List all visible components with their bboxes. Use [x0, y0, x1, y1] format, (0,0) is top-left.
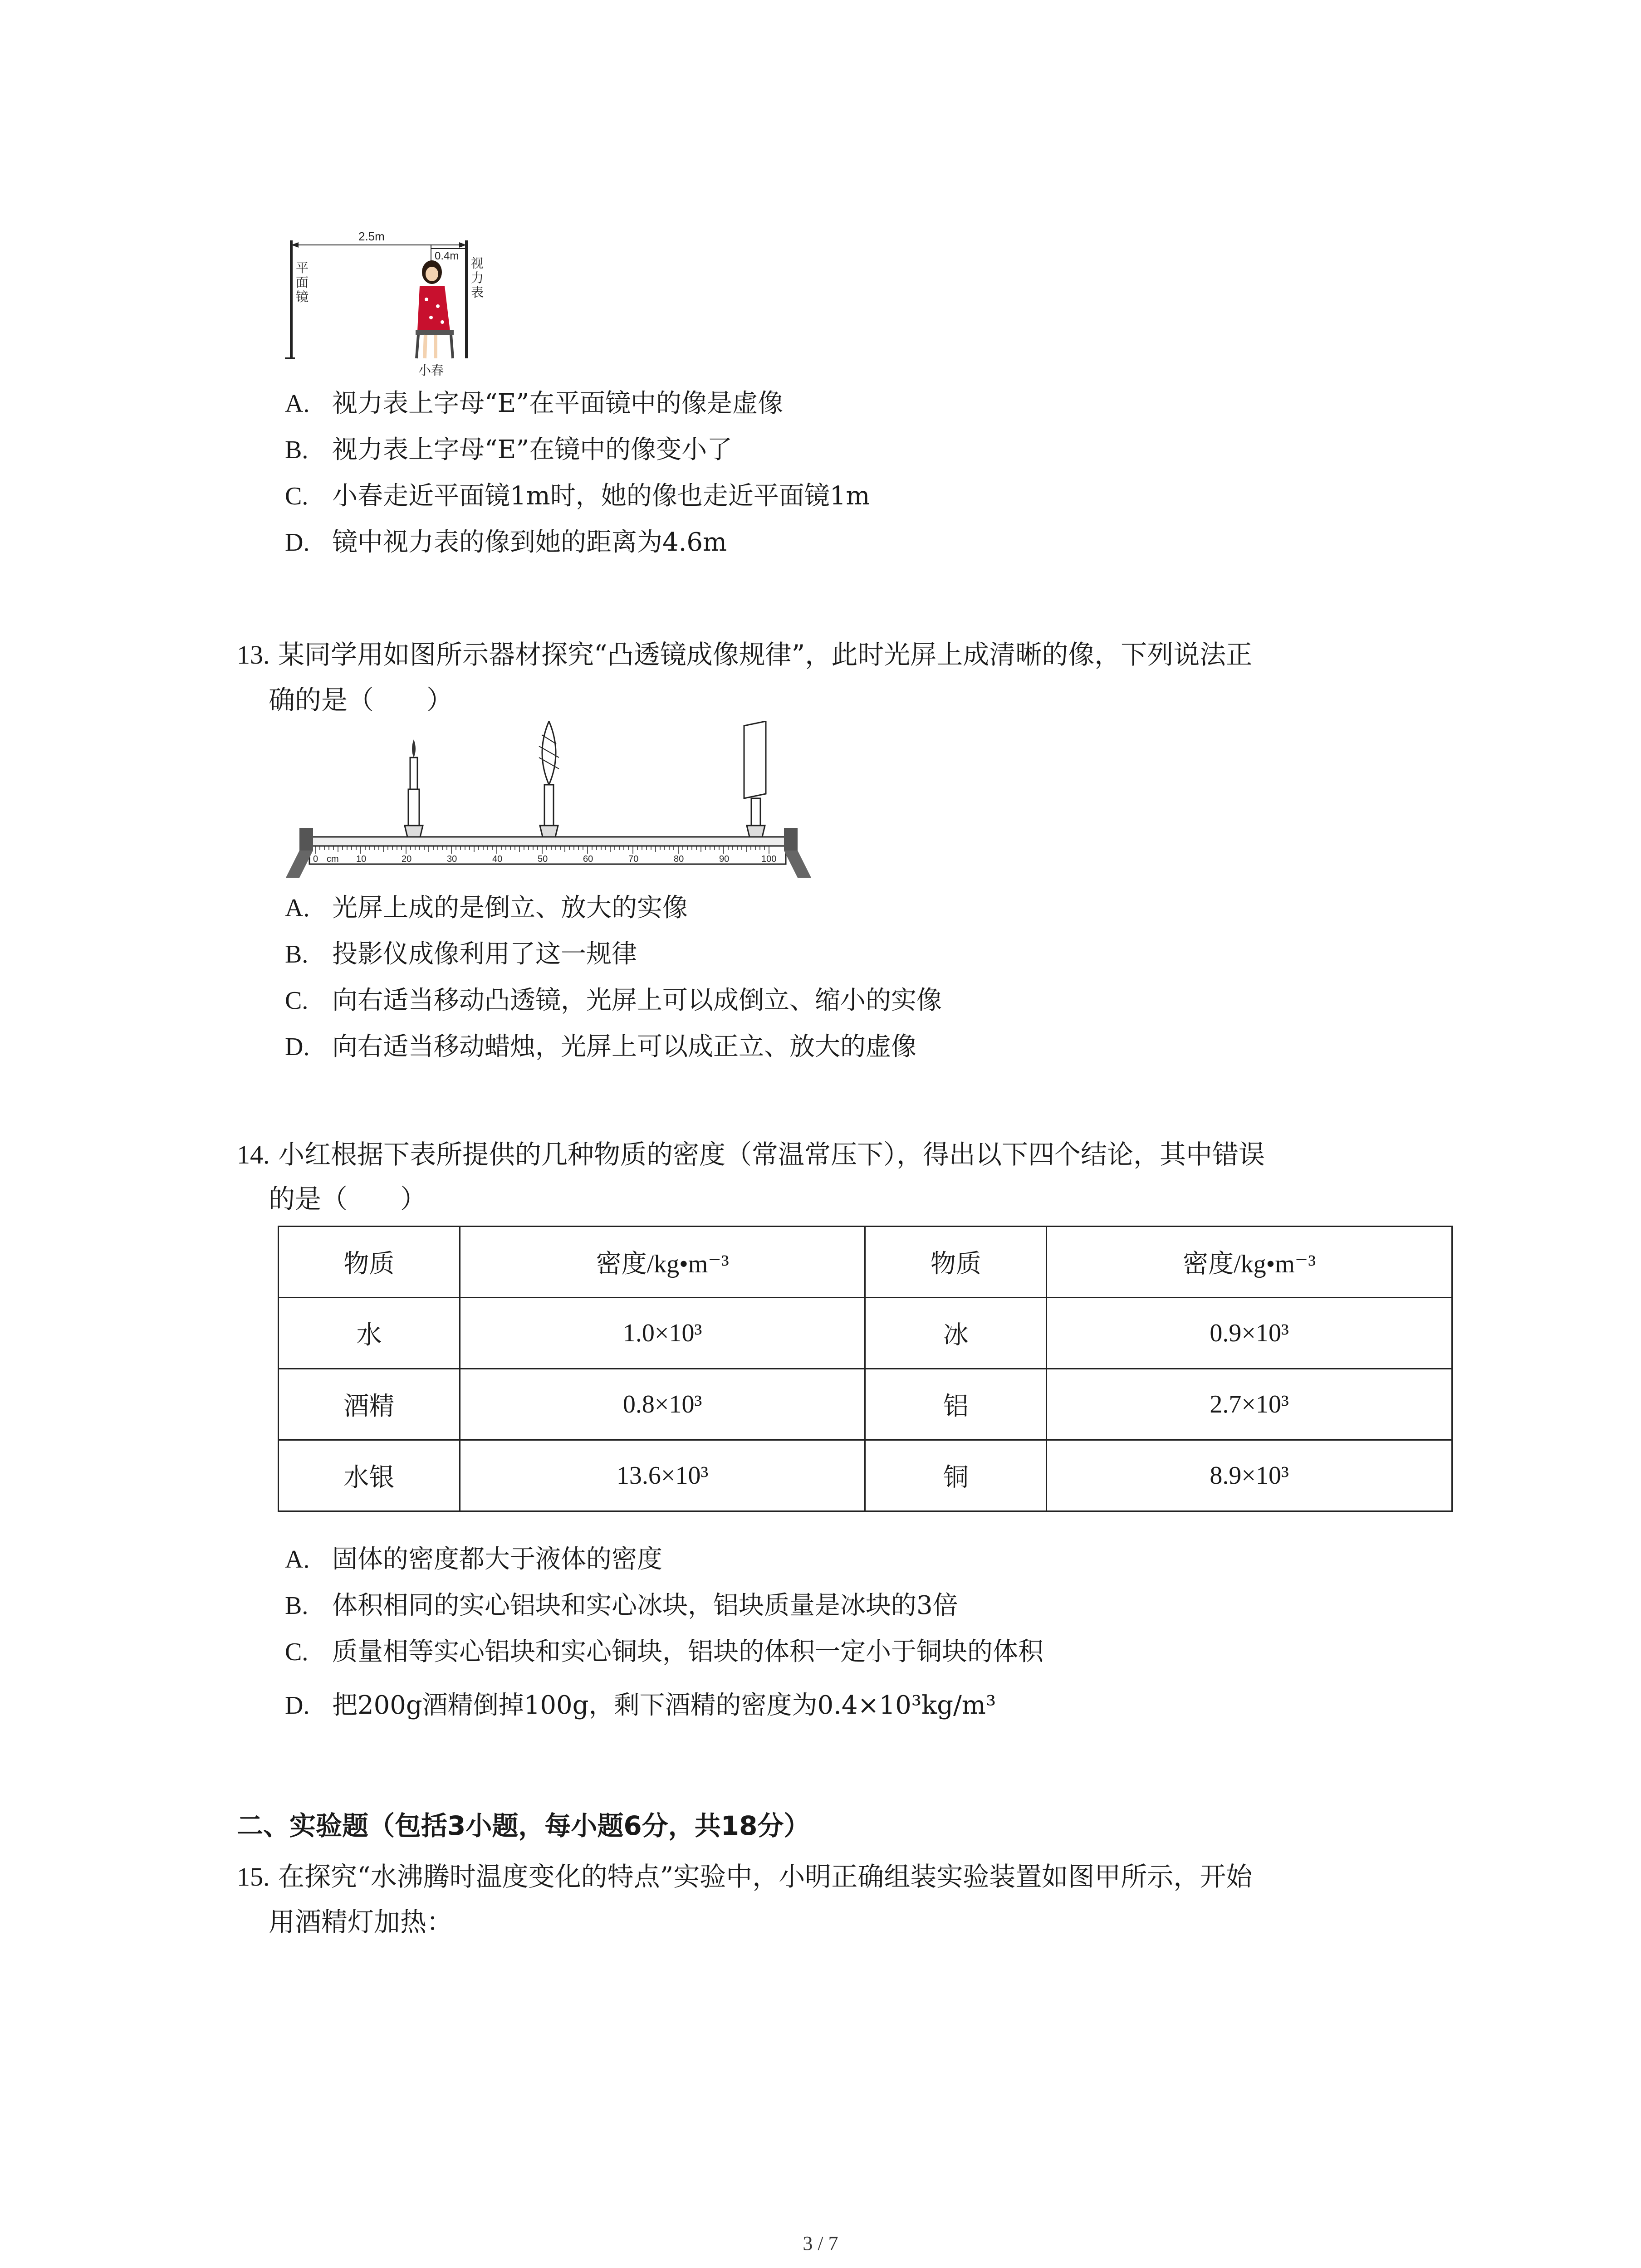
option-label: B.	[285, 436, 309, 464]
table-header-cell: 物质	[865, 1227, 1047, 1298]
q13-stem-line2: 确的是（ ）	[269, 684, 453, 715]
table-cell: 0.8×10³	[460, 1369, 865, 1440]
eye-chart-label: 视力表	[471, 256, 484, 299]
mirror-eye-chart-figure	[281, 227, 517, 381]
question-number: 14.	[237, 1140, 270, 1169]
q14-option-d	[285, 1687, 996, 1724]
option-label: B.	[285, 1592, 309, 1620]
table-cell: 水	[279, 1298, 460, 1369]
option-label: B.	[285, 940, 309, 968]
option-label: D.	[285, 528, 310, 557]
mirror-label: 平面镜	[296, 261, 309, 304]
ruler-label-0: 0	[313, 854, 318, 864]
ruler-label-cm: cm	[327, 854, 339, 864]
q14-option-b	[285, 1588, 958, 1624]
table-header-row	[279, 1227, 1452, 1298]
q14-option-a	[285, 1541, 662, 1578]
ruler-label-40: 40	[492, 854, 503, 864]
ruler-label-90: 90	[719, 854, 730, 864]
option-text: 向右适当移动凸透镜，光屏上可以成倒立、缩小的实像	[332, 986, 942, 1015]
table-cell: 8.9×10³	[1047, 1440, 1452, 1511]
candle-illustration	[405, 739, 423, 837]
section-heading: 二、实验题（包括3小题，每小题6分，共18分）	[237, 1810, 810, 1841]
convex-lens-illustration	[539, 721, 559, 837]
ruler-label-30: 30	[447, 854, 457, 864]
option-text: 镜中视力表的像到她的距离为4.6m	[332, 528, 727, 557]
q12-option-b	[285, 432, 732, 468]
option-text: 质量相等实心铝块和实心铜块，铝块的体积一定小于铜块的体积	[332, 1637, 1043, 1667]
option-text: 把200g酒精倒掉100g，剩下酒精的密度为0.4×10³kg/m³	[332, 1691, 996, 1720]
option-label: C.	[285, 1638, 309, 1666]
q12-option-d	[285, 524, 727, 561]
table-header-cell: 密度/kg•m⁻³	[1047, 1227, 1452, 1298]
question-text: 在探究“水沸腾时温度变化的特点”实验中，小明正确组装实验装置如图甲所示，开始	[278, 1861, 1253, 1892]
table-cell: 水银	[279, 1440, 460, 1511]
person-label: 小春	[418, 363, 444, 377]
q14-stem-line1	[237, 1134, 1265, 1175]
table-row	[279, 1440, 1452, 1511]
girl-illustration	[416, 260, 454, 358]
q14-option-c	[285, 1634, 1043, 1670]
light-screen-illustration	[744, 721, 766, 837]
option-label: C.	[285, 482, 309, 510]
table-header-cell: 密度/kg•m⁻³	[460, 1227, 865, 1298]
option-text: 固体的密度都大于液体的密度	[332, 1545, 662, 1574]
option-text: 小春走近平面镜1m时，她的像也走近平面镜1m	[332, 481, 870, 511]
table-row	[279, 1298, 1452, 1369]
option-label: A.	[285, 894, 310, 922]
option-text: 体积相同的实心铝块和实心冰块，铝块质量是冰块的3倍	[332, 1591, 958, 1620]
option-label: C.	[285, 987, 309, 1015]
ruler-label-80: 80	[674, 854, 684, 864]
dist-small-label: 0.4m	[435, 250, 459, 262]
option-text: 视力表上字母“E”在镜中的像变小了	[332, 435, 733, 464]
optical-bench-figure	[281, 721, 817, 894]
table-cell: 冰	[865, 1298, 1047, 1369]
q13-option-c	[285, 982, 942, 1019]
ruler-label-10: 10	[356, 854, 367, 864]
table-cell: 酒精	[279, 1369, 460, 1440]
q13-stem-line1	[237, 634, 1252, 675]
question-number: 15.	[237, 1862, 270, 1892]
ruler-label-100: 100	[761, 854, 777, 864]
question-text: 小红根据下表所提供的几种物质的密度（常温常压下），得出以下四个结论，其中错误	[278, 1139, 1265, 1170]
ruler-label-20: 20	[402, 854, 412, 864]
option-label: D.	[285, 1691, 310, 1720]
table-row	[279, 1369, 1452, 1440]
option-label: D.	[285, 1033, 310, 1061]
table-cell: 铜	[865, 1440, 1047, 1511]
q15-stem-line2: 用酒精灯加热：	[269, 1906, 453, 1937]
q13-option-d	[285, 1029, 916, 1065]
q12-option-a	[285, 386, 783, 422]
q14-stem-line2: 的是（ ）	[269, 1183, 427, 1214]
option-text: 视力表上字母“E”在平面镜中的像是虚像	[332, 389, 784, 418]
table-cell: 13.6×10³	[460, 1440, 865, 1511]
q15-stem-line1	[237, 1856, 1252, 1897]
q12-option-c	[285, 478, 870, 514]
ruler-label-50: 50	[538, 854, 548, 864]
dist-total-label: 2.5m	[358, 230, 385, 243]
table-header-cell: 物质	[279, 1227, 460, 1298]
option-text: 投影仪成像利用了这一规律	[332, 939, 637, 969]
q13-option-a	[285, 890, 688, 926]
table-cell: 铝	[865, 1369, 1047, 1440]
ruler-label-70: 70	[628, 854, 639, 864]
option-text: 光屏上成的是倒立、放大的实像	[332, 893, 688, 923]
question-text: 某同学用如图所示器材探究“凸透镜成像规律”，此时光屏上成清晰的像，下列说法正	[278, 639, 1253, 670]
option-text: 向右适当移动蜡烛，光屏上可以成正立、放大的虚像	[332, 1032, 916, 1061]
question-number: 13.	[237, 640, 270, 670]
ruler-label-60: 60	[583, 854, 593, 864]
table-cell: 1.0×10³	[460, 1298, 865, 1369]
table-cell: 0.9×10³	[1047, 1298, 1452, 1369]
option-label: A.	[285, 1545, 310, 1574]
option-label: A.	[285, 390, 310, 418]
density-table	[278, 1226, 1453, 1512]
q13-option-b	[285, 936, 637, 973]
table-cell: 2.7×10³	[1047, 1369, 1452, 1440]
page-number: 3 / 7	[803, 2232, 838, 2254]
